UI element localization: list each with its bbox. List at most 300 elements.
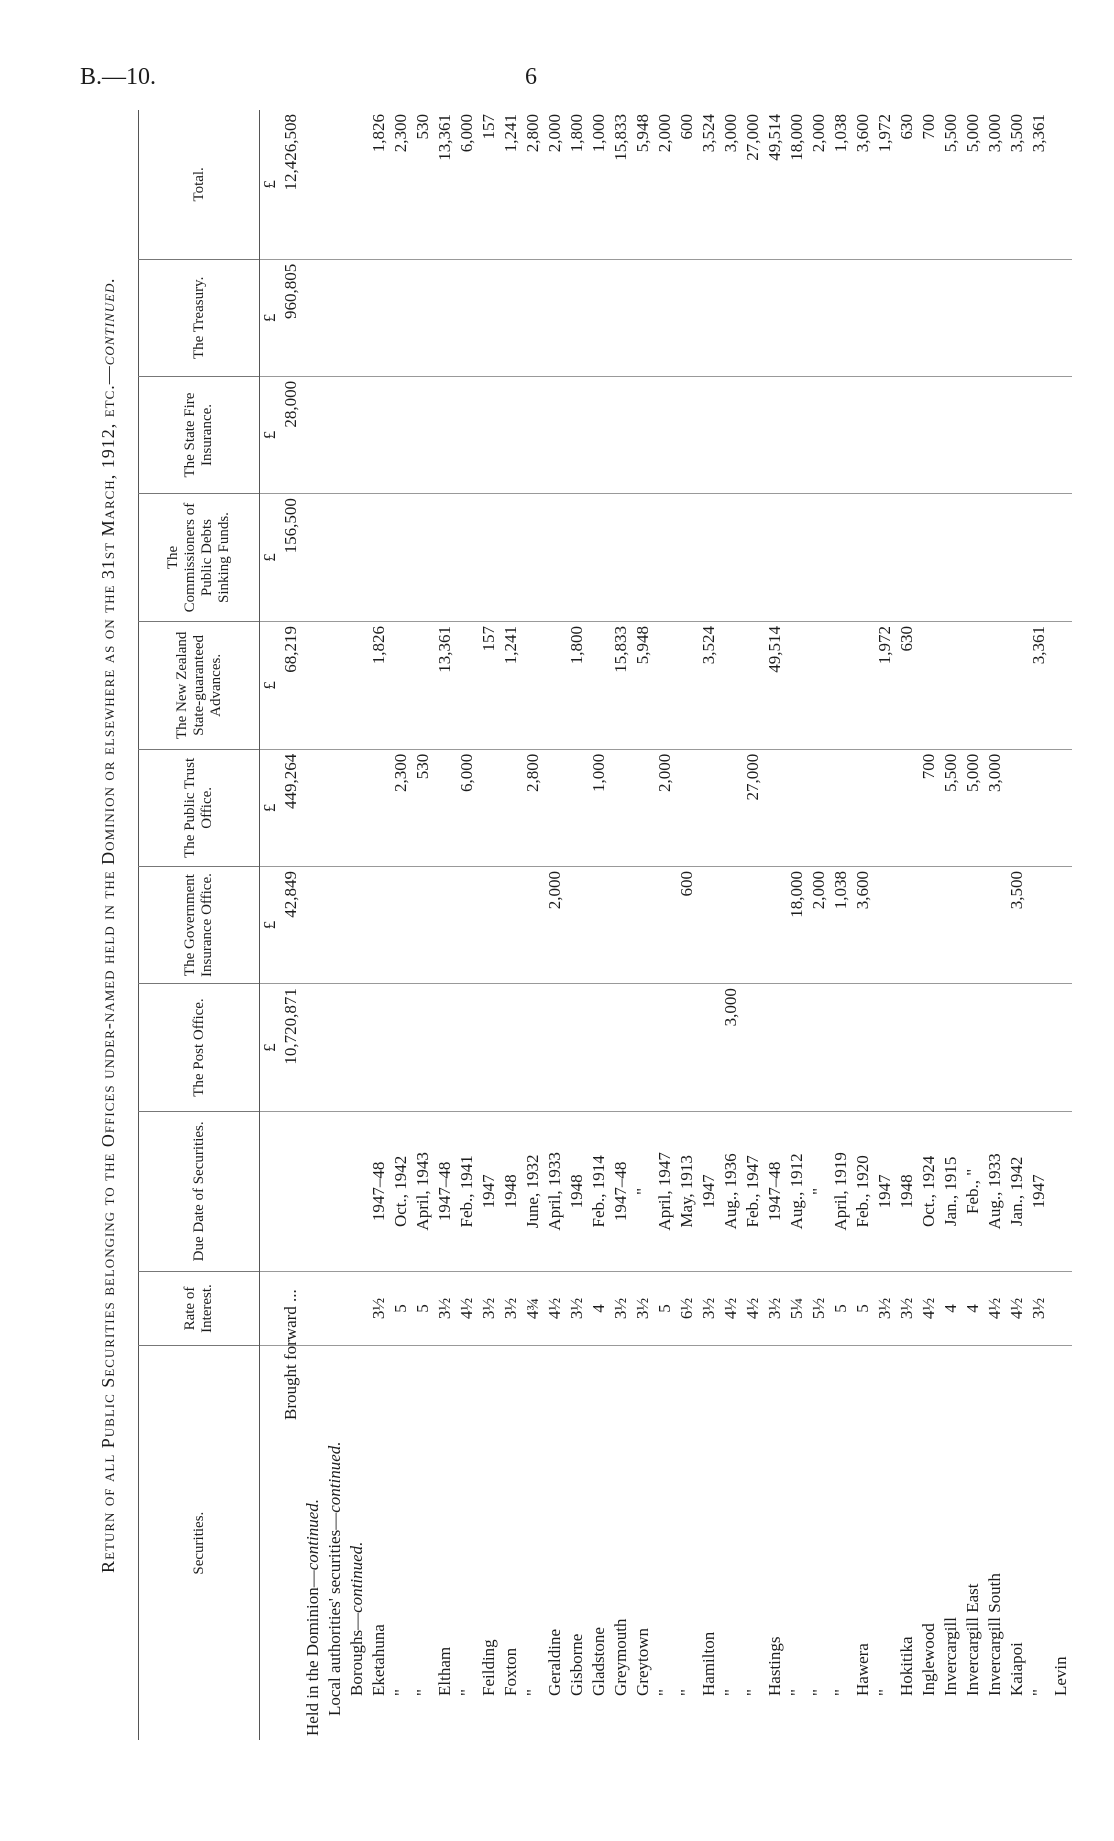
row-advances	[786, 621, 808, 749]
row-state-fire	[830, 376, 852, 493]
row-post-office	[1006, 984, 1028, 1112]
row-rate: 5¼	[786, 1271, 808, 1346]
bf-post-office: 10,720,871	[280, 984, 302, 1112]
row-post-office	[698, 984, 720, 1112]
row-due-date: Jan., 1942	[1006, 1111, 1028, 1271]
row-advances	[918, 621, 940, 749]
row-due-date: 1947	[478, 1111, 500, 1271]
row-post-office	[500, 984, 522, 1112]
row-rate	[1050, 1271, 1072, 1346]
row-state-fire	[412, 376, 434, 493]
row-rate: 3½	[610, 1271, 632, 1346]
row-state-fire	[698, 376, 720, 493]
row-treasury	[918, 259, 940, 376]
row-post-office	[896, 984, 918, 1112]
row-rate: 4½	[984, 1271, 1006, 1346]
row-total: 1,800	[567, 114, 586, 153]
row-total: 2,000	[545, 114, 564, 153]
row-total: 18,000	[787, 114, 806, 161]
row-rate: 4	[962, 1271, 984, 1346]
row-post-office	[544, 984, 566, 1112]
row-rate: 4½	[720, 1271, 742, 1346]
row-treasury	[1050, 259, 1072, 376]
row-state-fire	[456, 376, 478, 493]
row-state-fire	[654, 376, 676, 493]
row-state-fire	[742, 376, 764, 493]
row-advances: 49,514	[764, 621, 786, 749]
row-gov-insurance	[632, 866, 654, 983]
row-post-office	[478, 984, 500, 1112]
row-total: 700	[919, 114, 938, 140]
row-sinking-funds	[698, 494, 720, 622]
row-advances	[522, 621, 544, 749]
row-sinking-funds	[852, 494, 874, 622]
row-state-fire	[808, 376, 830, 493]
row-gov-insurance: 18,000	[786, 866, 808, 983]
section-heading-row	[302, 110, 324, 1740]
row-name: Eketahuna	[368, 1346, 390, 1740]
row-due-date	[1050, 1111, 1072, 1271]
col-treasury: The Treasury.	[139, 259, 260, 376]
row-public-trust	[1050, 749, 1072, 866]
row-due-date: 1948	[566, 1111, 588, 1271]
row-due-date: 1948	[896, 1111, 918, 1271]
bf-total: 12,426,508	[281, 114, 300, 191]
row-treasury	[500, 259, 522, 376]
row-due-date: "	[632, 1111, 654, 1271]
brought-forward-label: Brought forward ...	[280, 1346, 302, 1740]
row-public-trust	[500, 749, 522, 866]
col-securities: Securities.	[139, 1346, 260, 1740]
row-public-trust	[808, 749, 830, 866]
row-sinking-funds	[566, 494, 588, 622]
row-sinking-funds	[500, 494, 522, 622]
row-treasury	[874, 259, 896, 376]
table-row	[764, 110, 786, 1740]
row-total: 27,000	[743, 114, 762, 161]
row-treasury	[984, 259, 1006, 376]
bf-treasury: 960,805	[280, 259, 302, 376]
row-post-office	[808, 984, 830, 1112]
row-sinking-funds	[808, 494, 830, 622]
row-rate: 6½	[676, 1271, 698, 1346]
row-gov-insurance	[984, 866, 1006, 983]
bf-advances: 68,219	[280, 621, 302, 749]
row-sinking-funds	[676, 494, 698, 622]
row-treasury	[588, 259, 610, 376]
row-rate: 3½	[434, 1271, 456, 1346]
table-row	[544, 110, 566, 1740]
row-total: 530	[413, 114, 432, 140]
row-due-date: June, 1932	[522, 1111, 544, 1271]
row-treasury	[852, 259, 874, 376]
row-sinking-funds	[610, 494, 632, 622]
row-name: Hokitika	[896, 1346, 918, 1740]
row-gov-insurance	[940, 866, 962, 983]
row-treasury	[764, 259, 786, 376]
row-due-date: April, 1919	[830, 1111, 852, 1271]
row-post-office	[434, 984, 456, 1112]
row-rate: 3½	[368, 1271, 390, 1346]
heading-local-cont: continued.	[325, 1441, 344, 1513]
row-advances	[654, 621, 676, 749]
row-rate: 4½	[544, 1271, 566, 1346]
row-post-office	[676, 984, 698, 1112]
table-row	[962, 110, 984, 1740]
table-row	[918, 110, 940, 1740]
row-rate: 3½	[500, 1271, 522, 1346]
row-sinking-funds	[522, 494, 544, 622]
page-number: 6	[525, 64, 537, 90]
row-post-office	[522, 984, 544, 1112]
row-gov-insurance	[896, 866, 918, 983]
table-row	[478, 110, 500, 1740]
row-sinking-funds	[764, 494, 786, 622]
row-advances: 13,361	[434, 621, 456, 749]
row-total: 2,000	[655, 114, 674, 153]
row-treasury	[786, 259, 808, 376]
row-post-office: 3,000	[720, 984, 742, 1112]
table-row	[522, 110, 544, 1740]
section-heading-row	[346, 110, 368, 1740]
row-post-office	[764, 984, 786, 1112]
row-state-fire	[764, 376, 786, 493]
row-rate: 4½	[1006, 1271, 1028, 1346]
row-gov-insurance	[962, 866, 984, 983]
row-name: Eltham	[434, 1346, 456, 1740]
row-name: "	[874, 1346, 896, 1740]
row-treasury	[632, 259, 654, 376]
row-sinking-funds	[368, 494, 390, 622]
bf-state-fire: 28,000	[280, 376, 302, 493]
brought-forward-row	[280, 110, 302, 1740]
row-public-trust: 2,800	[522, 749, 544, 866]
row-due-date: Feb., "	[962, 1111, 984, 1271]
row-post-office	[610, 984, 632, 1112]
col-rate: Rate of Interest.	[139, 1271, 260, 1346]
row-public-trust: 27,000	[742, 749, 764, 866]
row-name: "	[1028, 1346, 1050, 1740]
row-due-date: 1947	[1028, 1111, 1050, 1271]
row-post-office	[830, 984, 852, 1112]
row-advances	[962, 621, 984, 749]
row-public-trust	[368, 749, 390, 866]
row-post-office	[940, 984, 962, 1112]
row-rate: 5	[852, 1271, 874, 1346]
row-total: 49,514	[765, 114, 784, 161]
row-state-fire	[1050, 376, 1072, 493]
row-gov-insurance: 3,500	[1006, 866, 1028, 983]
row-gov-insurance	[522, 866, 544, 983]
row-name: Invercargill	[940, 1346, 962, 1740]
row-public-trust	[874, 749, 896, 866]
row-rate: 4¾	[522, 1271, 544, 1346]
col-public-trust: The Public Trust Office.	[139, 749, 260, 866]
row-sinking-funds	[1006, 494, 1028, 622]
row-advances: 630	[896, 621, 918, 749]
row-post-office	[786, 984, 808, 1112]
row-treasury	[742, 259, 764, 376]
document-reference: B.—10.	[80, 64, 157, 90]
row-state-fire	[852, 376, 874, 493]
row-state-fire	[478, 376, 500, 493]
row-state-fire	[522, 376, 544, 493]
row-due-date: Oct., 1924	[918, 1111, 940, 1271]
row-state-fire	[368, 376, 390, 493]
row-advances: 15,833	[610, 621, 632, 749]
row-public-trust	[478, 749, 500, 866]
row-sinking-funds	[962, 494, 984, 622]
table-row	[588, 110, 610, 1740]
row-due-date: "	[808, 1111, 830, 1271]
row-name: "	[720, 1346, 742, 1740]
row-treasury	[1006, 259, 1028, 376]
row-gov-insurance	[434, 866, 456, 983]
row-gov-insurance: 2,000	[544, 866, 566, 983]
row-rate: 3½	[764, 1271, 786, 1346]
bf-sinking-funds: 156,500	[280, 494, 302, 622]
currency-symbol: £	[260, 866, 281, 983]
row-public-trust: 1,000	[588, 749, 610, 866]
row-treasury	[940, 259, 962, 376]
row-gov-insurance: 600	[676, 866, 698, 983]
heading-local	[324, 1346, 346, 1740]
row-advances	[1006, 621, 1028, 749]
row-rate: 3½	[874, 1271, 896, 1346]
row-due-date: April, 1933	[544, 1111, 566, 1271]
row-sinking-funds	[918, 494, 940, 622]
row-public-trust	[852, 749, 874, 866]
row-gov-insurance	[742, 866, 764, 983]
row-gov-insurance	[610, 866, 632, 983]
row-state-fire	[896, 376, 918, 493]
row-total: 2,000	[809, 114, 828, 153]
row-advances	[1050, 621, 1072, 749]
row-gov-insurance	[918, 866, 940, 983]
col-due-date: Due Date of Securities.	[139, 1111, 260, 1271]
row-total: 6,000	[457, 114, 476, 153]
row-gov-insurance	[566, 866, 588, 983]
row-name: Hamilton	[698, 1346, 720, 1740]
row-rate: 5½	[808, 1271, 830, 1346]
row-due-date: Feb., 1914	[588, 1111, 610, 1271]
table-row	[390, 110, 412, 1740]
table-row	[720, 110, 742, 1740]
row-gov-insurance	[478, 866, 500, 983]
row-advances	[808, 621, 830, 749]
row-sinking-funds	[874, 494, 896, 622]
row-total: 2,300	[391, 114, 410, 153]
row-public-trust: 530	[412, 749, 434, 866]
row-state-fire	[500, 376, 522, 493]
table-row	[500, 110, 522, 1740]
table-row	[1050, 110, 1072, 1740]
table-row	[412, 110, 434, 1740]
row-total: 1,038	[831, 114, 850, 153]
row-public-trust	[676, 749, 698, 866]
row-gov-insurance	[654, 866, 676, 983]
col-advances: The New Zealand State-guaranteed Advances.	[139, 621, 260, 749]
row-treasury	[478, 259, 500, 376]
table-row	[1006, 110, 1028, 1740]
row-post-office	[390, 984, 412, 1112]
row-total: 3,524	[699, 114, 718, 153]
row-name: "	[522, 1346, 544, 1740]
row-name: "	[654, 1346, 676, 1740]
row-gov-insurance	[764, 866, 786, 983]
col-gov-insurance: The Government Insurance Office.	[139, 866, 260, 983]
row-advances	[412, 621, 434, 749]
row-state-fire	[1006, 376, 1028, 493]
row-state-fire	[544, 376, 566, 493]
row-due-date: 1947–48	[434, 1111, 456, 1271]
table-row	[896, 110, 918, 1740]
table-row	[808, 110, 830, 1740]
row-rate: 5	[412, 1271, 434, 1346]
row-name: Gisborne	[566, 1346, 588, 1740]
row-due-date: April, 1943	[412, 1111, 434, 1271]
row-sinking-funds	[478, 494, 500, 622]
securities-table	[138, 110, 1072, 1740]
row-treasury	[896, 259, 918, 376]
row-public-trust	[698, 749, 720, 866]
row-public-trust	[720, 749, 742, 866]
row-advances	[390, 621, 412, 749]
row-due-date: Jan., 1915	[940, 1111, 962, 1271]
table-row	[742, 110, 764, 1740]
table-row	[698, 110, 720, 1740]
row-rate: 3½	[698, 1271, 720, 1346]
row-gov-insurance	[1028, 866, 1050, 983]
row-gov-insurance	[368, 866, 390, 983]
row-treasury	[830, 259, 852, 376]
heading-held	[302, 1346, 324, 1740]
row-due-date: Aug., 1936	[720, 1111, 742, 1271]
row-sinking-funds	[830, 494, 852, 622]
row-total: 3,000	[721, 114, 740, 153]
row-due-date: 1947	[698, 1111, 720, 1271]
row-total	[1050, 110, 1072, 259]
row-public-trust	[1028, 749, 1050, 866]
row-due-date: Aug., 1912	[786, 1111, 808, 1271]
row-state-fire	[434, 376, 456, 493]
row-advances	[544, 621, 566, 749]
row-total: 1,000	[589, 114, 608, 153]
row-post-office	[918, 984, 940, 1112]
row-total: 630	[897, 114, 916, 140]
row-gov-insurance	[500, 866, 522, 983]
row-name: Inglewood	[918, 1346, 940, 1740]
row-post-office	[1028, 984, 1050, 1112]
heading-boroughs-cont: continued.	[347, 1541, 366, 1613]
currency-symbol: £	[260, 180, 279, 189]
row-advances	[588, 621, 610, 749]
row-total: 600	[677, 114, 696, 140]
row-sinking-funds	[1028, 494, 1050, 622]
row-rate: 4	[940, 1271, 962, 1346]
row-public-trust: 6,000	[456, 749, 478, 866]
row-post-office	[654, 984, 676, 1112]
row-total: 3,361	[1029, 114, 1048, 153]
row-public-trust: 2,300	[390, 749, 412, 866]
bf-public-trust: 449,264	[280, 749, 302, 866]
row-post-office	[456, 984, 478, 1112]
table-row	[610, 110, 632, 1740]
row-sinking-funds	[984, 494, 1006, 622]
row-gov-insurance	[588, 866, 610, 983]
row-advances	[940, 621, 962, 749]
row-treasury	[368, 259, 390, 376]
row-name: "	[676, 1346, 698, 1740]
heading-local-text: Local authorities' securities—	[325, 1512, 344, 1716]
row-total: 1,826	[369, 114, 388, 153]
row-name: Kaiapoi	[1006, 1346, 1028, 1740]
row-gov-insurance	[720, 866, 742, 983]
table-row	[940, 110, 962, 1740]
row-advances	[456, 621, 478, 749]
section-heading-row	[324, 110, 346, 1740]
row-public-trust: 5,000	[962, 749, 984, 866]
row-state-fire	[588, 376, 610, 493]
row-gov-insurance: 2,000	[808, 866, 830, 983]
row-state-fire	[676, 376, 698, 493]
row-sinking-funds	[588, 494, 610, 622]
row-public-trust	[830, 749, 852, 866]
row-name: Foxton	[500, 1346, 522, 1740]
row-due-date: Feb., 1947	[742, 1111, 764, 1271]
row-rate: 3½	[566, 1271, 588, 1346]
row-advances	[852, 621, 874, 749]
row-name: "	[390, 1346, 412, 1740]
row-post-office	[368, 984, 390, 1112]
row-post-office	[1050, 984, 1072, 1112]
currency-symbol: £	[260, 376, 281, 493]
row-state-fire	[1028, 376, 1050, 493]
row-name: "	[412, 1346, 434, 1740]
row-sinking-funds	[742, 494, 764, 622]
rotated-table-block	[90, 110, 1070, 1740]
col-post-office: The Post Office.	[139, 984, 260, 1112]
row-rate: 4½	[742, 1271, 764, 1346]
row-rate: 5	[830, 1271, 852, 1346]
row-post-office	[632, 984, 654, 1112]
table-title-continued: continued.	[98, 277, 118, 366]
currency-symbol: £	[260, 259, 281, 376]
column-header-row	[139, 110, 260, 1740]
row-total: 157	[479, 114, 498, 140]
row-state-fire	[962, 376, 984, 493]
row-treasury	[610, 259, 632, 376]
row-treasury	[434, 259, 456, 376]
row-public-trust: 3,000	[984, 749, 1006, 866]
row-rate: 3½	[632, 1271, 654, 1346]
row-rate: 4½	[456, 1271, 478, 1346]
row-name: Greymouth	[610, 1346, 632, 1740]
currency-symbol: £	[260, 984, 281, 1112]
row-due-date: April, 1947	[654, 1111, 676, 1271]
row-state-fire	[918, 376, 940, 493]
row-state-fire	[984, 376, 1006, 493]
row-state-fire	[786, 376, 808, 493]
row-total: 5,948	[633, 114, 652, 153]
col-sinking-funds: The Commissioners of Public Debts Sinking Funds.	[139, 494, 260, 622]
currency-row	[260, 110, 281, 1740]
row-advances: 1,241	[500, 621, 522, 749]
row-treasury	[808, 259, 830, 376]
table-row	[786, 110, 808, 1740]
row-gov-insurance	[412, 866, 434, 983]
row-state-fire	[632, 376, 654, 493]
